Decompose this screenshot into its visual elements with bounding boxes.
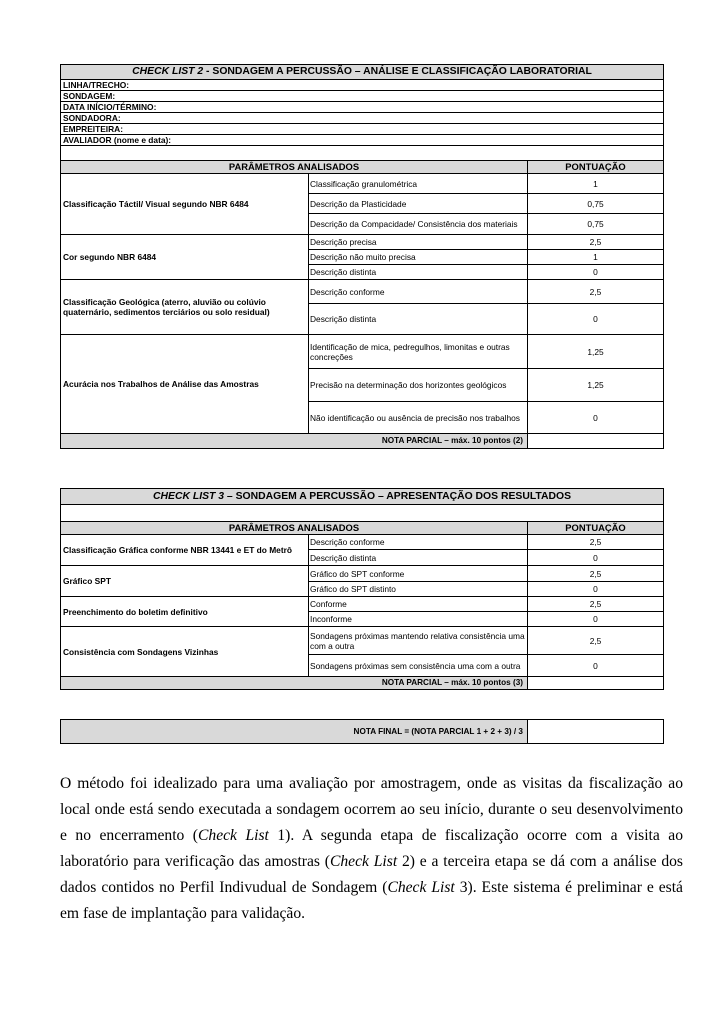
paragraph-segment: 1). A segunda etapa de fiscalização ocorre com a visita ao laboratório para verificação das amostras ( [60,827,683,870]
param-classificacao-tactil: Classificação Táctil/ Visual segundo NBR 6484 [61,174,309,235]
header-params: PARÂMETROS ANALISADOS [61,161,528,174]
score-cell: 2,5 [528,235,664,250]
partial-score-label: NOTA PARCIAL – máx. 10 pontos (3) [61,677,528,690]
desc-cell: Gráfico do SPT conforme [309,566,528,582]
score-cell: 0 [528,402,664,434]
final-score-value [528,720,664,744]
score-cell: 2,5 [528,627,664,655]
header-params: PARÂMETROS ANALISADOS [61,522,528,535]
desc-cell: Descrição distinta [309,304,528,335]
param-cor: Cor segundo NBR 6484 [61,235,309,280]
desc-cell: Conforme [309,597,528,612]
desc-cell: Gráfico do SPT distinto [309,582,528,597]
spacer-row [61,505,664,522]
score-cell: 0,75 [528,214,664,235]
partial-score-label: NOTA PARCIAL – máx. 10 pontos (2) [61,434,528,449]
param-classificacao-grafica: Classificação Gráfica conforme NBR 13441 e ET do Metrô [61,535,309,566]
info-line-trecho: LINHA/TRECHO: [61,80,664,91]
checklist-2-table [60,64,664,449]
header-score: PONTUAÇÃO [528,161,664,174]
desc-cell: Descrição distinta [309,550,528,566]
score-cell: 0 [528,550,664,566]
param-grafico-spt: Gráfico SPT [61,566,309,597]
score-cell: 1 [528,174,664,194]
param-preenchimento-boletim: Preenchimento do boletim definitivo [61,597,309,627]
param-consistencia-vizinhas: Consistência com Sondagens Vizinhas [61,627,309,677]
score-cell: 2,5 [528,280,664,304]
spacer-row [61,146,664,161]
header-score: PONTUAÇÃO [528,522,664,535]
partial-score-value [528,434,664,449]
desc-cell: Precisão na determinação dos horizontes geológicos [309,369,528,402]
desc-cell: Sondagens próximas mantendo relativa consistência uma com a outra [309,627,528,655]
score-cell: 0 [528,265,664,280]
desc-cell: Descrição conforme [309,535,528,550]
param-acuracia: Acurácia nos Trabalhos de Análise das Amostras [61,335,309,434]
desc-cell: Sondagens próximas sem consistência uma com a outra [309,655,528,677]
final-score-table [60,719,664,744]
score-cell: 0 [528,582,664,597]
score-cell: 2,5 [528,566,664,582]
paragraph-italic-term: Check List [329,853,398,870]
info-avaliador: AVALIADOR (nome e data): [61,135,664,146]
info-sondadora: SONDADORA: [61,113,664,124]
paragraph-segment: 3). Este sistema é preliminar e está em fase de implantação para validação. [60,879,683,922]
desc-cell: Descrição da Compacidade/ Consistência dos materiais [309,214,528,235]
paragraph-segment: O método foi idealizado para uma avaliação por amostragem, onde as visitas da fiscalização ao local onde está sendo executada a sondagem ocorrem ao seu início, durante o seu desenvolvimento e no encerramento ( [60,775,683,844]
desc-cell: Inconforme [309,612,528,627]
paragraph-italic-term: Check List [387,879,455,896]
info-data-inicio-termino: DATA INÍCIO/TÉRMINO: [61,102,664,113]
final-score-label: NOTA FINAL = (NOTA PARCIAL 1 + 2 + 3) / 3 [61,720,528,744]
checklist-3-table [60,488,664,690]
score-cell: 1,25 [528,335,664,369]
desc-cell: Descrição não muito precisa [309,250,528,265]
desc-cell: Não identificação ou ausência de precisão nos trabalhos [309,402,528,434]
score-cell: 0 [528,655,664,677]
paragraph-segment: 2) e a terceira etapa se dá com a análise dos dados contidos no Perfil Indivudual de Sondagem ( [60,853,683,896]
paragraph-italic-term: Check List [198,827,269,844]
score-cell: 1,25 [528,369,664,402]
desc-cell: Descrição da Plasticidade [309,194,528,214]
paragraph-text [60,771,683,927]
info-empreiteira: EMPREITEIRA: [61,124,664,135]
score-cell: 0,75 [528,194,664,214]
checklist-3-title-text: – SONDAGEM A PERCUSSÃO – APRESENTAÇÃO DOS RESULTADOS [224,490,571,502]
checklist-3-title-italic: CHECK LIST 3 [153,490,225,502]
body-paragraph [60,771,683,927]
score-cell: 0 [528,612,664,627]
partial-score-value [528,677,664,690]
score-cell: 2,5 [528,535,664,550]
desc-cell: Classificação granulométrica [309,174,528,194]
checklist-3-title [61,489,664,505]
checklist-2-title-text: - SONDAGEM A PERCUSSÃO – ANÁLISE E CLASSIFICAÇÃO LABORATORIAL [203,66,592,77]
info-sondagem: SONDAGEM: [61,91,664,102]
score-cell: 2,5 [528,597,664,612]
desc-cell: Descrição conforme [309,280,528,304]
param-classificacao-geologica: Classificação Geológica (aterro, aluvião ou colúvio quaternário, sedimentos terciários ou solo residual) [61,280,309,335]
checklist-2-title [61,65,664,80]
score-cell: 0 [528,304,664,335]
desc-cell: Descrição distinta [309,265,528,280]
checklist-2-title-italic: CHECK LIST 2 [132,66,204,77]
score-cell: 1 [528,250,664,265]
desc-cell: Descrição precisa [309,235,528,250]
desc-cell: Identificação de mica, pedregulhos, limonitas e outras concreções [309,335,528,369]
